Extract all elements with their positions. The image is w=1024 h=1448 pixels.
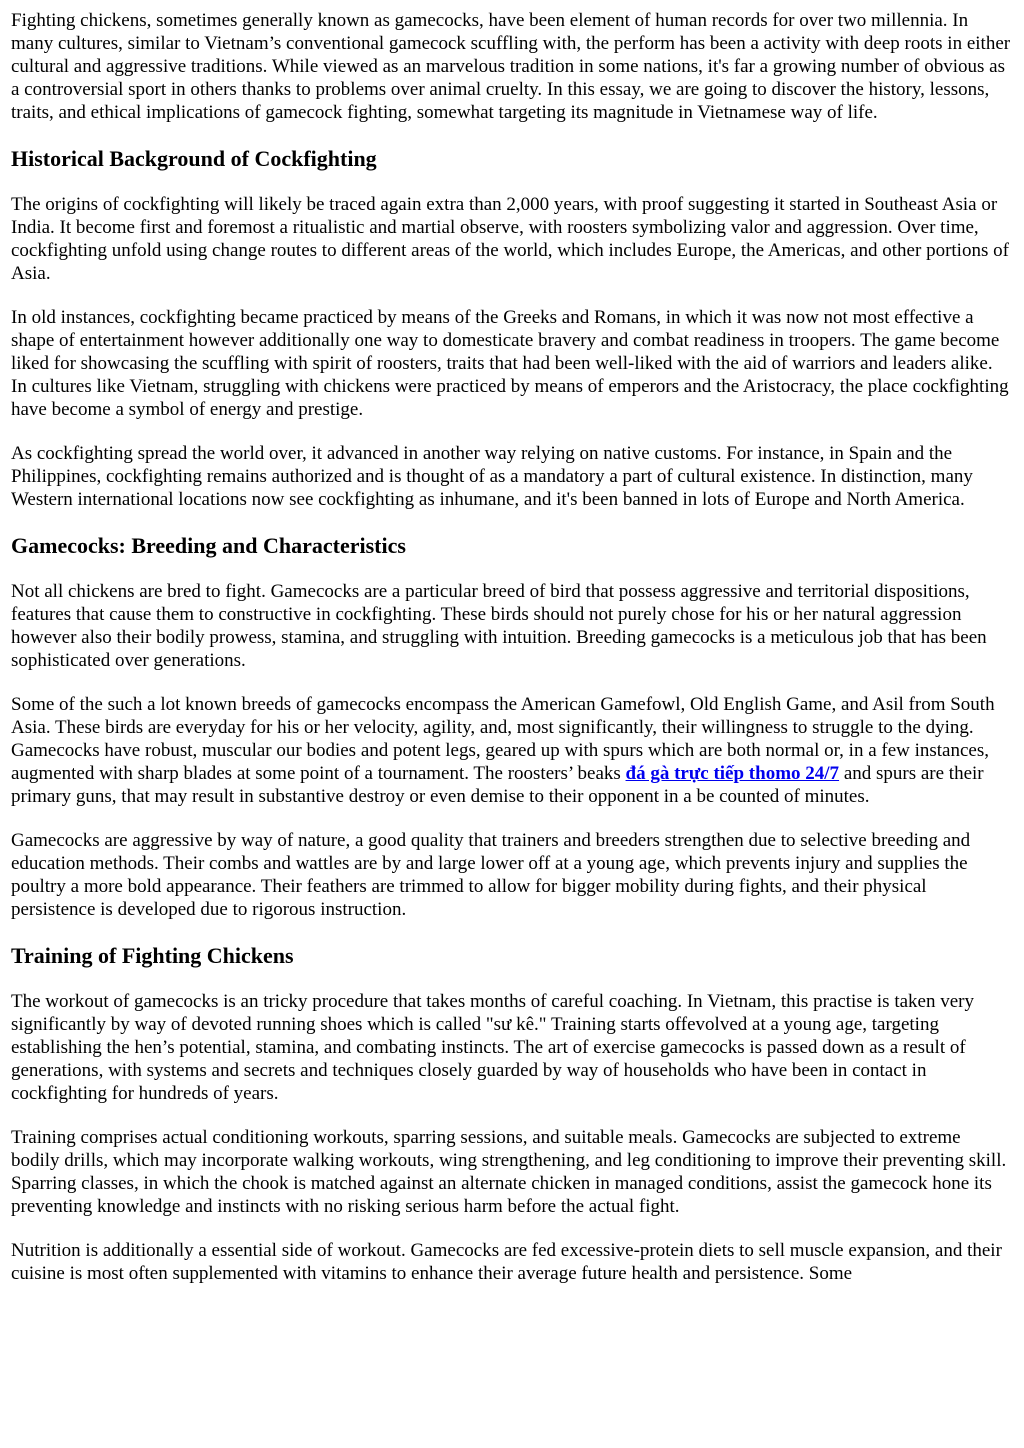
breeding-paragraph-2 (11, 693, 1013, 808)
breeding-paragraph-2-text-before: Some of the such a lot known breeds of gamecocks encompass the American Gamefowl, Old English Game, and Asil from South Asia. These birds are everyday for his or her velocity, agility, and, most significantly, their willingness to struggle to the dying. Gamecocks have robust, muscular our bodies and potent legs, geared up with spurs which are both normal or, in a few instances, augmented with sharp blades at some point of a tournament. The roosters’ beaks (11, 694, 995, 784)
training-paragraph-1: The workout of gamecocks is an tricky procedure that takes months of careful coaching. In Vietnam, this practise is taken very significantly by way of devoted running shoes which is called "sư kê." Training starts offevolved at a young age, targeting establishing the hen’s potential, stamina, and combating instincts. The art of exercise gamecocks is passed down as a result of generations, with systems and secrets and techniques closely guarded by way of households who have been in contact in cockfighting for hundreds of years. (11, 991, 974, 1104)
breeding-paragraph-3: Gamecocks are aggressive by way of nature, a good quality that trainers and breeders strengthen due to selective breeding and education methods. Their combs and wattles are by and large lower off at a young age, which prevents injury and supplies the poultry a more bold appearance. Their feathers are trimmed to allow for bigger mobility during fights, and their physical persistence is developed due to rigorous instruction. (11, 830, 971, 920)
breeding-paragraph-2-text-after: and spurs are their primary guns, that may result in substantive destroy or even demise to their opponent in a be counted of minutes. (11, 763, 984, 807)
thomo-live-link[interactable]: đá gà trực tiếp thomo 24/7 (625, 763, 840, 784)
heading-historical-background: Historical Background of Cockfighting (11, 146, 377, 171)
breeding-paragraph-1: Not all chickens are bred to fight. Gamecocks are a particular breed of bird that possess aggressive and territorial dispositions, features that cause them to constructive in cockfighting. These birds should not purely chose for his or her natural aggression however also their bodily prowess, stamina, and struggling with intuition. Breeding gamecocks is a meticulous job that has been sophisticated over generations. (11, 581, 987, 671)
history-paragraph-2: In old instances, cockfighting became practiced by means of the Greeks and Romans, in which it was now not most effective a shape of entertainment however additionally one way to domesticate bravery and combat readiness in troopers. The game become liked for showcasing the scuffling with spirit of roosters, traits that had been well-liked with the aid of warriors and leaders alike. In cultures like Vietnam, struggling with chickens were practiced by means of emperors and the Aristocracy, the place cockfighting have become a symbol of energy and prestige. (11, 307, 1009, 420)
history-paragraph-1: The origins of cockfighting will likely be traced again extra than 2,000 years, with proof suggesting it started in Southeast Asia or India. It become first and foremost a ritualistic and martial observe, with roosters symbolizing valor and aggression. Over time, cockfighting unfold using change routes to different areas of the world, which includes Europe, the Americas, and other portions of Asia. (11, 194, 1009, 284)
training-paragraph-2: Training comprises actual conditioning workouts, sparring sessions, and suitable meals. Gamecocks are subjected to extreme bodily drills, which may incorporate walking workouts, wing strengthening, and leg conditioning to improve their preventing skill. Sparring classes, in which the chook is matched against an alternate chicken in managed conditions, assist the gamecock hone its preventing knowledge and instincts with no risking serious harm before the actual fight. (11, 1127, 1007, 1217)
intro-paragraph: Fighting chickens, sometimes generally known as gamecocks, have been element of human records for over two millennia. In many cultures, similar to Vietnam’s conventional gamecock scuffling with, the perform has been a activity with deep roots in either cultural and aggressive traditions. While viewed as an marvelous tradition in some nations, it's far a growing number of obvious as a controversial sport in others thanks to problems over animal cruelty. In this essay, we are going to discover the history, lessons, traits, and ethical implications of gamecock fighting, somewhat targeting its magnitude in Vietnamese way of life. (11, 10, 1011, 123)
heading-training: Training of Fighting Chickens (11, 943, 294, 968)
heading-breeding-characteristics: Gamecocks: Breeding and Characteristics (11, 533, 406, 558)
history-paragraph-3: As cockfighting spread the world over, it advanced in another way relying on native customs. For instance, in Spain and the Philippines, cockfighting remains authorized and is thought of as a mandatory a part of cultural existence. In distinction, many Western international locations now see cockfighting as inhumane, and it's been banned in lots of Europe and North America. (11, 443, 973, 510)
training-paragraph-3: Nutrition is additionally a essential side of workout. Gamecocks are fed excessive-protein diets to sell muscle expansion, and their cuisine is most often supplemented with vitamins to enhance their average future health and persistence. Some (11, 1240, 1002, 1284)
